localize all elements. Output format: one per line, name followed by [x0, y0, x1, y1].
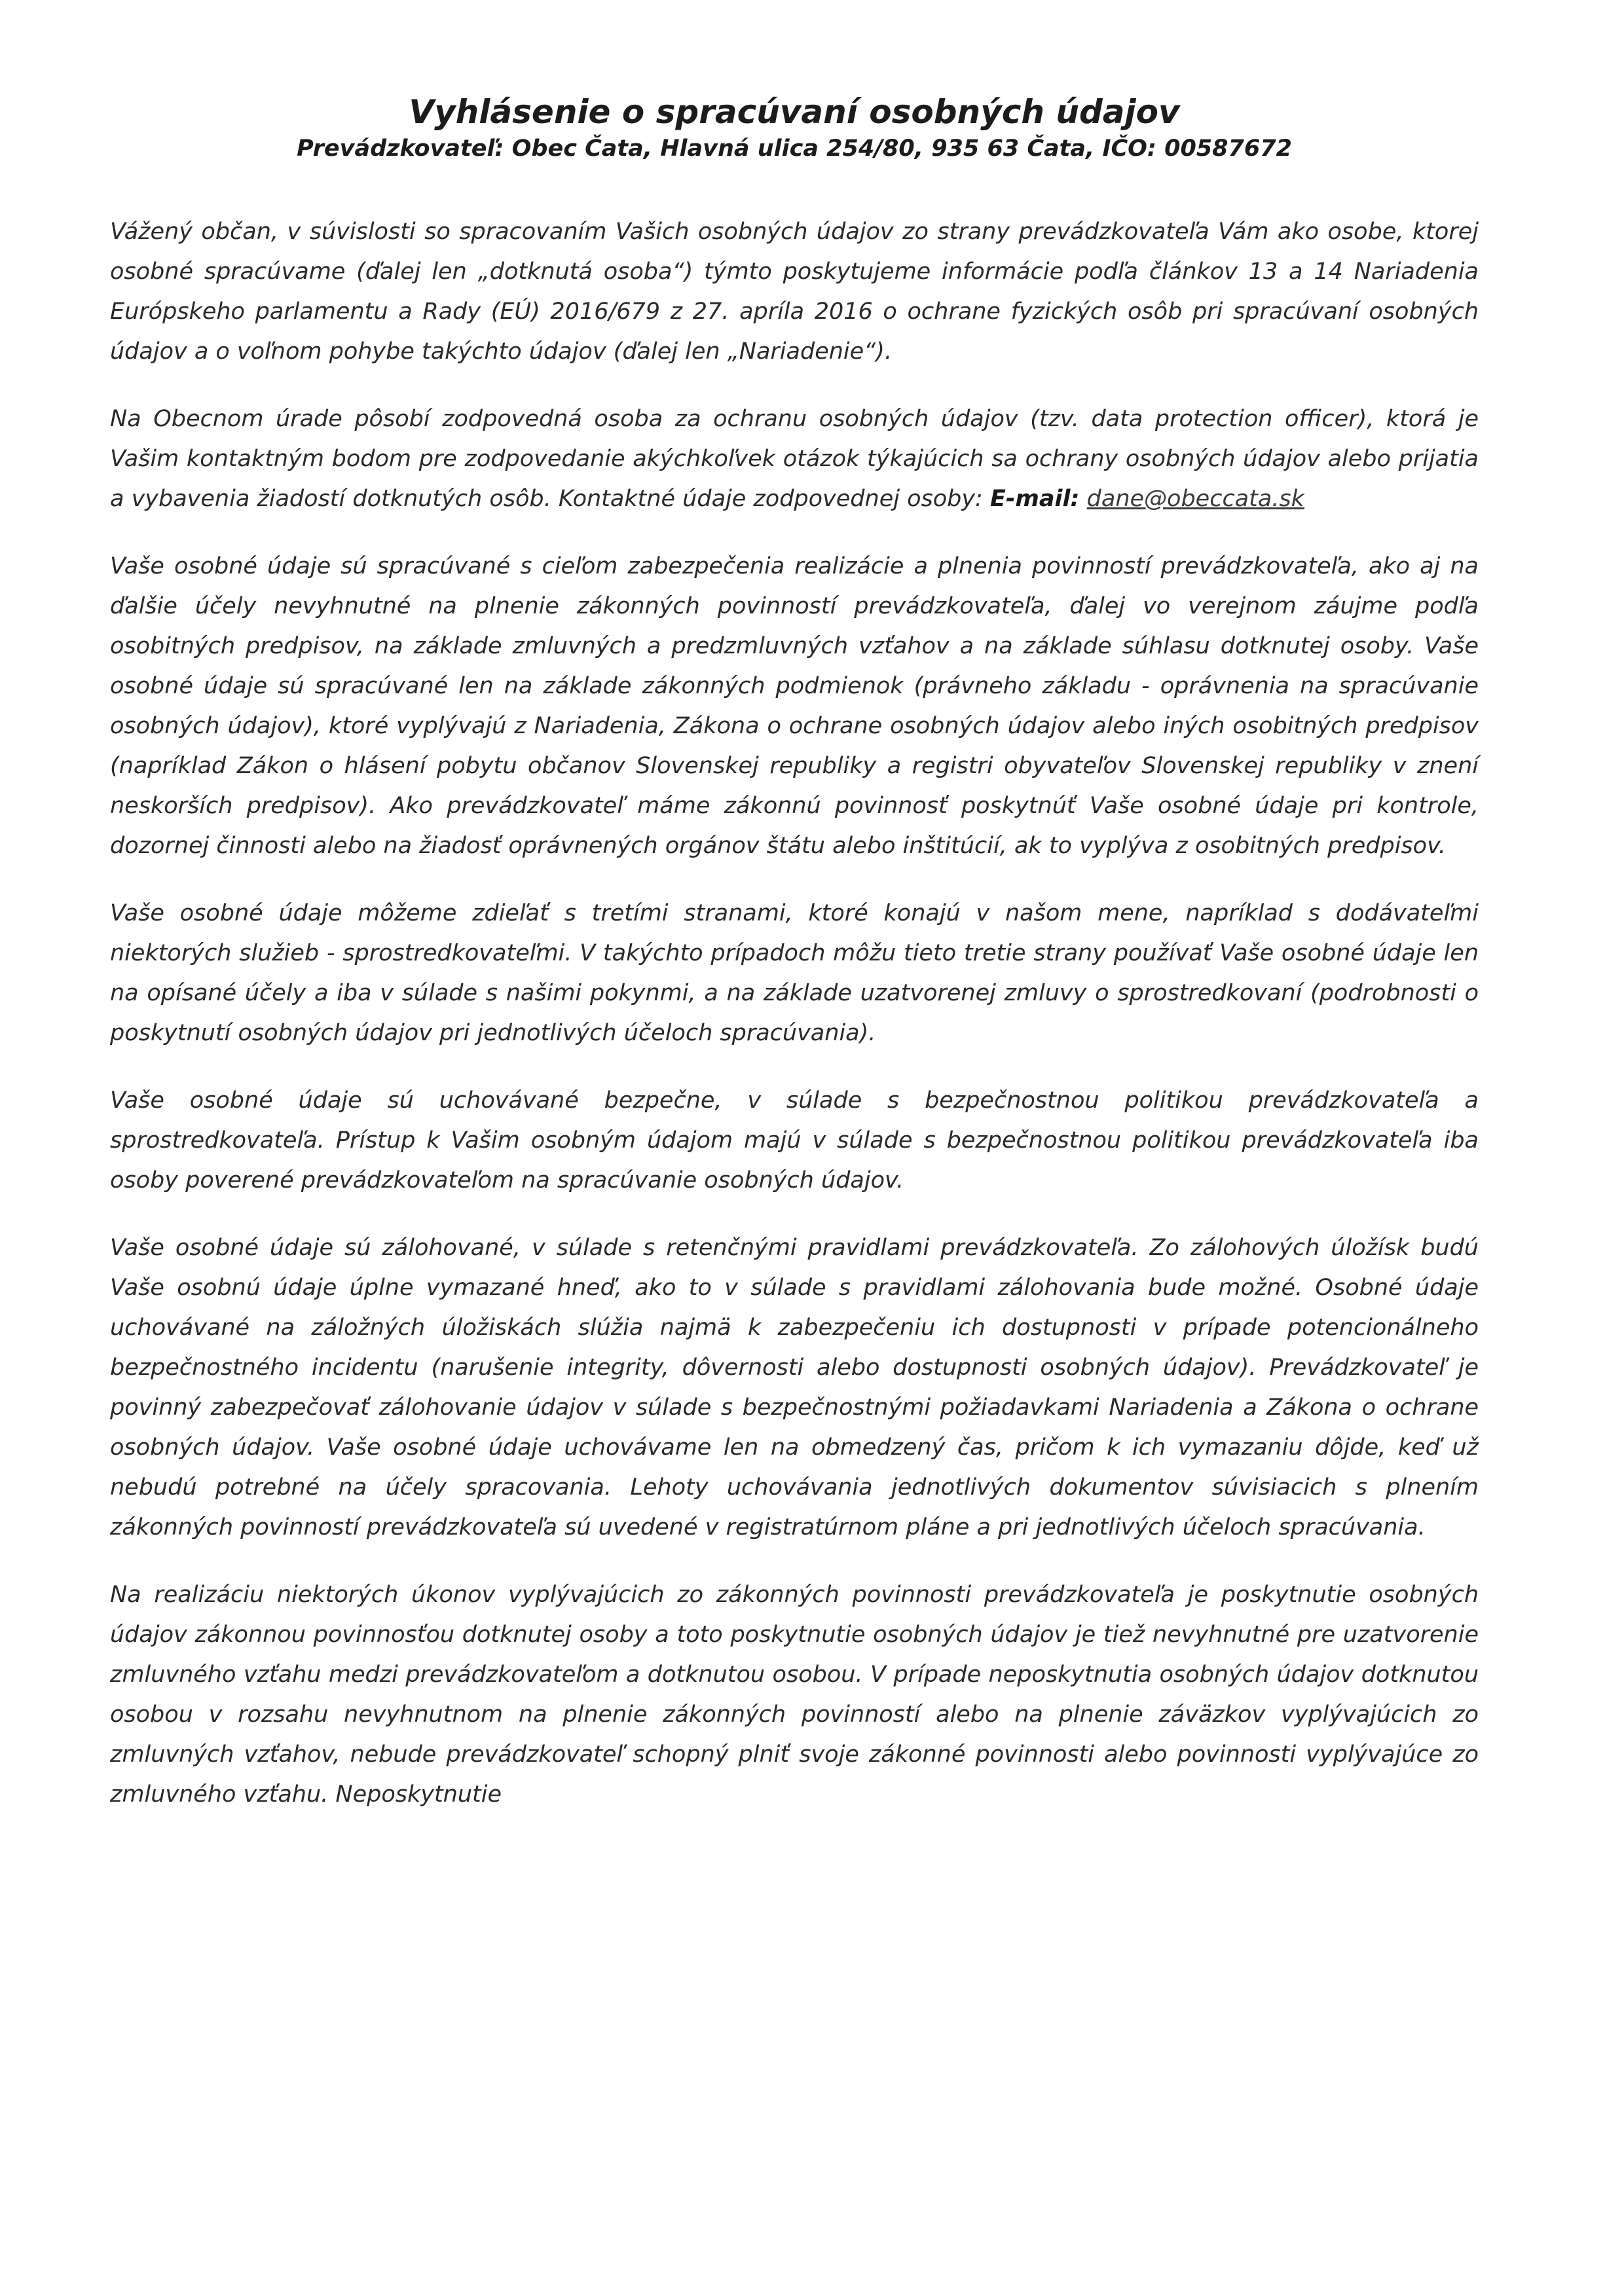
paragraph-security: Vaše osobné údaje sú uchovávané bezpečne, v súlade s bezpečnostnou politikou prevádzkovateľa a sprostredkovateľa. Prístup k Vašim osobným údajom majú v súlade s bezpečnostnou politikou prevádzkovateľa iba osoby poverené prevádzkovateľom na spracúvanie osobných údajov. — [110, 1087, 1479, 1194]
paragraph-intro: Vážený občan, v súvislosti so spracovaním Vašich osobných údajov zo strany prevádzkovateľa Vám ako osobe, ktorej osobné spracúvame (ďalej len „dotknutá osoba“) týmto poskytujeme informácie podľa článkov 13 a 14 Nariadenia Európskeho parlamentu a Rady (EÚ) 2016/679 z 27. apríla 2016 o ochrane fyzických osôb pri spracúvaní osobných údajov a o voľnom pohybe takýchto údajov (ďalej len „Nariadenie“). — [110, 219, 1479, 365]
paragraph-dpo-text: Na Obecnom úrade pôsobí zodpovedná osoba za ochranu osobných údajov (tzv. data protection officer), ktorá je Vašim kontaktným bodom pre zodpovedanie akýchkoľvek otázok týkajúcich sa ochrany osobných údajov alebo prijatia a vybavenia žiadostí dotknutých osôb. Kontaktné údaje zodpovednej osoby: — [110, 406, 1479, 512]
document-title: Vyhlásenie o spracúvaní osobných údajov — [409, 93, 1180, 131]
email-label: E-mail: — [990, 486, 1080, 512]
document-page — [110, 92, 1479, 1842]
paragraph-dpo — [110, 399, 1479, 519]
paragraph-third-parties: Vaše osobné údaje môžeme zdieľať s tretími stranami, ktoré konajú v našom mene, napríklad s dodávateľmi niektorých služieb - sprostredkovateľmi. V takýchto prípadoch môžu tieto tretie strany používať Vaše osobné údaje len na opísané účely a iba v súlade s našimi pokynmi, a na základe uzatvorenej zmluvy o sprostredkovaní (podrobnosti o poskytnutí osobných údajov pri jednotlivých účeloch spracúvania). — [110, 900, 1479, 1046]
paragraph-backup: Vaše osobné údaje sú zálohované, v súlade s retenčnými pravidlami prevádzkovateľa. Zo zálohových úložísk budú Vaše osobnú údaje úplne vymazané hneď, ako to v súlade s pravidlami zálohovania bude možné. Osobné údaje uchovávané na záložných úložiskách slúžia najmä k zabezpečeniu ich dostupnosti v prípade potencionálneho bezpečnostného incidentu (narušenie integrity, dôvernosti alebo dostupnosti osobných údajov). Prevádzkovateľ je povinný zabezpečovať zálohovanie údajov v súlade s bezpečnostnými požiadavkami Nariadenia a Zákona o ochrane osobných údajov. Vaše osobné údaje uchovávame len na obmedzený čas, pričom k ich vymazaniu dôjde, keď už nebudú potrebné na účely spracovania. Lehoty uchovávania jednotlivých dokumentov súvisiacich s plnením zákonných povinností prevádzkovateľa sú uvedené v registratúrnom pláne a pri jednotlivých účeloch spracúvania. — [110, 1235, 1479, 1540]
paragraph-purpose: Vaše osobné údaje sú spracúvané s cieľom zabezpečenia realizácie a plnenia povinností prevádzkovateľa, ako aj na ďalšie účely nevyhnutné na plnenie zákonných povinností prevádzkovateľa, ďalej vo verejnom záujme podľa osobitných predpisov, na základe zmluvných a predzmluvných vzťahov a na základe súhlasu dotknutej osoby. Vaše osobné údaje sú spracúvané len na základe zákonných podmienok (právneho základu - oprávnenia na spracúvanie osobných údajov), ktoré vyplývajú z Nariadenia, Zákona o ochrane osobných údajov alebo iných osobitných predpisov (napríklad Zákon o hlásení pobytu občanov Slovenskej republiky a registri obyvateľov Slovenskej republiky v znení neskorších predpisov). Ako prevádzkovateľ máme zákonnú povinnosť poskytnúť Vaše osobné údaje pri kontrole, dozornej činnosti alebo na žiadosť oprávnených orgánov štátu alebo inštitúcií, ak to vyplýva z osobitných predpisov. — [110, 553, 1479, 859]
document-subtitle: Prevádzkovateľ: Obec Čata, Hlavná ulica 254/80, 935 63 Čata, IČO: 00587672 — [297, 136, 1292, 162]
paragraph-obligations: Na realizáciu niektorých úkonov vyplývajúcich zo zákonných povinnosti prevádzkovateľa je poskytnutie osobných údajov zákonnou povinnosťou dotknutej osoby a toto poskytnutie osobných údajov je tiež nevyhnutné pre uzatvorenie zmluvného vzťahu medzi prevádzkovateľom a dotknutou osobou. V prípade neposkytnutia osobných údajov dotknutou osobou v rozsahu nevyhnutnom na plnenie zákonných povinností alebo na plnenie záväzkov vyplývajúcich zo zmluvných vzťahov, nebude prevádzkovateľ schopný plniť svoje zákonné povinnosti alebo povinnosti vyplývajúce zo zmluvného vzťahu. Neposkytnutie — [110, 1582, 1479, 1808]
email-link[interactable]: dane@obeccata.sk — [1086, 486, 1304, 512]
